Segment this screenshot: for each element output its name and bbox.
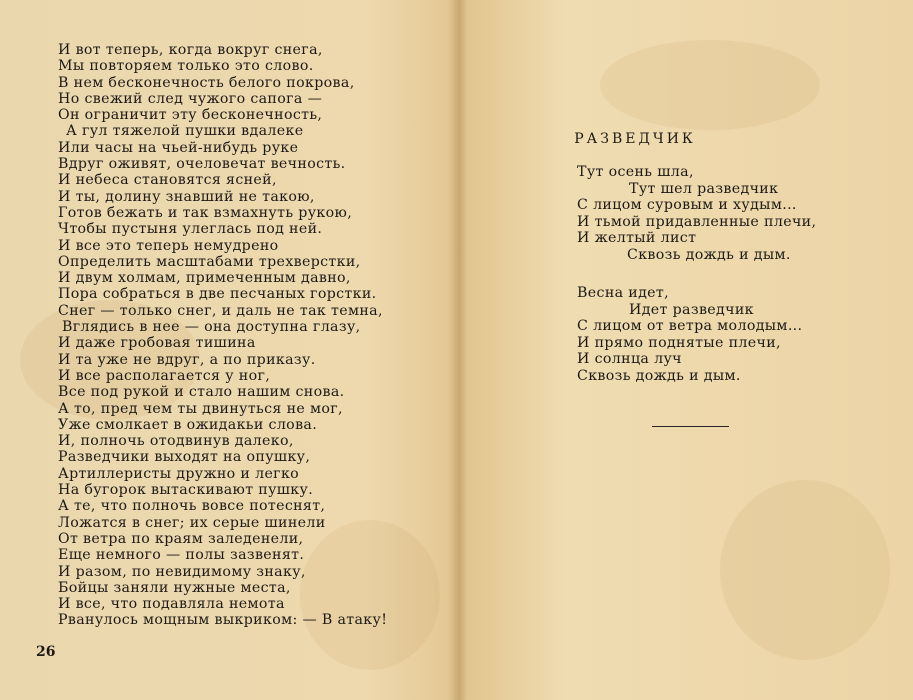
poem-line: Тут шел разведчик [629, 180, 779, 197]
poem-line: И вот теперь, когда вокруг снега, [58, 42, 323, 58]
poem-line: Весна идет, [577, 285, 669, 301]
poem-line: Сквозь дождь и дым. [627, 246, 791, 263]
poem-line: Разведчики выходят на опушку, [58, 449, 311, 466]
poem-line: На бугорок вытаскивают пушку. [58, 482, 314, 499]
poem-line: Еще немного — полы зазвенят. [58, 547, 305, 564]
poem-line: А гул тяжелой пушки вдалеке [66, 123, 304, 140]
poem-line: Мы повторяем только это слово. [58, 58, 314, 75]
poem-line: От ветра по краям заледенели, [58, 530, 304, 547]
page-number: 26 [36, 644, 56, 660]
poem-line: А то, пред чем ты двинуться не мог, [58, 400, 343, 417]
poem-line: Вдруг оживят, очеловечат вечность. [58, 156, 346, 173]
poem-line: И все располагается у ног, [58, 367, 271, 384]
poem-title: РАЗВЕДЧИК [574, 131, 696, 147]
poem-line: Рванулось мощным выкриком: — В атаку! [58, 612, 388, 629]
poem-line: И даже гробовая тишина [58, 335, 256, 352]
poem-line: И, полночь отодвинув далеко, [58, 433, 294, 450]
poem-line: Идет разведчик [629, 301, 754, 318]
poem-line: В нем бесконечность белого покрова, [58, 74, 355, 91]
poem-line: Все под рукой и стало нашим снова. [58, 384, 345, 401]
end-divider [652, 426, 729, 427]
poem-line: И небеса становятся ясней, [58, 172, 277, 189]
poem-line: Ложатся в снег; их серые шинели [58, 514, 326, 531]
poem-line: И ты, долину знавший не такою, [58, 188, 315, 205]
poem-line: И та уже не вдруг, а по приказу. [58, 351, 316, 368]
poem-line: Чтобы пустыня улеглась под ней. [58, 221, 323, 238]
poem-line: И тьмой придавленные плечи, [577, 213, 817, 230]
poem-line: И желтый лист [577, 230, 697, 247]
poem-line: Готов бежать и так взмахнуть рукою, [58, 204, 353, 221]
poem-line: И двум холмам, примеченным давно, [58, 270, 351, 287]
poem-line: И все это теперь немудрено [58, 237, 279, 254]
poem-line: С лицом от ветра молодым... [577, 318, 803, 335]
poem-line: Сквозь дождь и дым. [577, 367, 741, 384]
poem-line: Снег — только снег, и даль не так темна, [58, 302, 383, 319]
stanza-2 [577, 285, 802, 385]
poem-line: Бойцы заняли нужные места, [58, 579, 291, 596]
poem-line: Но свежий след чужого сапога — [58, 90, 323, 107]
poem-line: И все, что подавляла немота [58, 596, 285, 613]
poem-line: Тут осень шла, [577, 164, 694, 180]
poem-line: Вглядись в нее — она доступна глазу, [62, 319, 361, 336]
poem-line: С лицом суровым и худым... [577, 197, 797, 214]
poem-line: Артиллеристы дружно и легко [58, 465, 300, 482]
poem-line: Уже смолкает в ожидакьи слова. [58, 416, 318, 433]
poem-line: Он ограничит эту бесконечность, [58, 107, 323, 124]
stanza-1 [577, 164, 816, 264]
poem-line: Или часы на чьей-нибудь руке [58, 139, 299, 156]
left-page [0, 0, 456, 700]
right-page [457, 0, 913, 700]
left-poem-text [58, 42, 387, 629]
poem-line: И прямо поднятые плечи, [577, 334, 781, 351]
poem-line: Определить масштабами трехверстки, [58, 253, 361, 270]
poem-line: А те, что полночь вовсе потеснят, [58, 498, 326, 515]
poem-line: Пора собраться в две песчаных горстки. [58, 286, 377, 303]
poem-line: И солнца луч [577, 351, 682, 368]
poem-line: И разом, по невидимому знаку, [58, 563, 306, 580]
